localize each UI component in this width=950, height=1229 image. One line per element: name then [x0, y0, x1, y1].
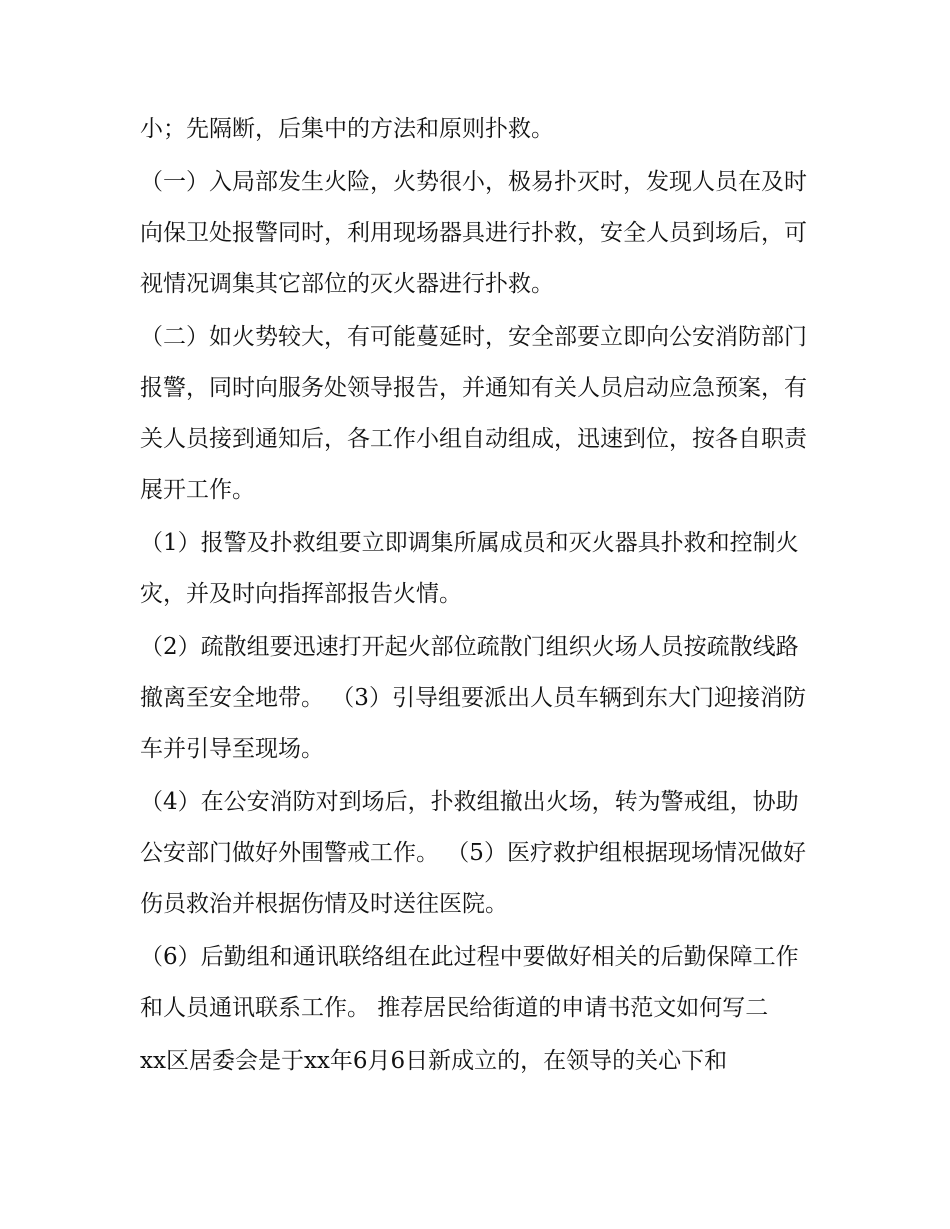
paragraph-section-two: （二）如火势较大，有可能蔓延时，安全部要立即向公安消防部门报警，同时向服务处领导报告，并通知有关人员启动应急预案，有关人员接到通知后，各工作小组自动组成，迅速到位，按各自职责展开工作。	[140, 324, 807, 503]
document-body	[140, 104, 815, 1089]
paragraph-section-one: （一）入局部发生火险，火势很小，极易扑灭时，发现人员在及时向保卫处报警同时，利用现场器具进行扑救，安全人员到场后，可视情况调集其它部位的灭火器进行扑救。	[140, 169, 807, 297]
paragraph-item-6: （6）后勤组和通讯联络组在此过程中要做好相关的后勤保障工作和人员通讯联系工作。 推荐居民给街道的申请书范文如何写二	[140, 944, 799, 1021]
paragraph-item-1: （1）报警及扑救组要立即调集所属成员和灭火器具扑救和控制火灾，并及时向指挥部报告火情。	[140, 530, 799, 607]
paragraph-fire-principle: 小；先隔断，后集中的方法和原则扑救。	[140, 116, 554, 142]
paragraph-residents-committee: xx区居委会是于xx年6月6日新成立的，在领导的关心下和	[140, 1048, 728, 1074]
paragraph-item-2-3: （2）疏散组要迅速打开起火部位疏散门组织火场人员按疏散线路撤离至安全地带。 （3）引导组要派出人员车辆到东大门迎接消防车并引导至现场。	[140, 634, 806, 762]
paragraph-item-4-5: （4）在公安消防对到场后，扑救组撤出火场，转为警戒组，协助公安部门做好外围警戒工作。 （5）医疗救护组根据现场情况做好伤员救治并根据伤情及时送往医院。	[140, 789, 806, 917]
